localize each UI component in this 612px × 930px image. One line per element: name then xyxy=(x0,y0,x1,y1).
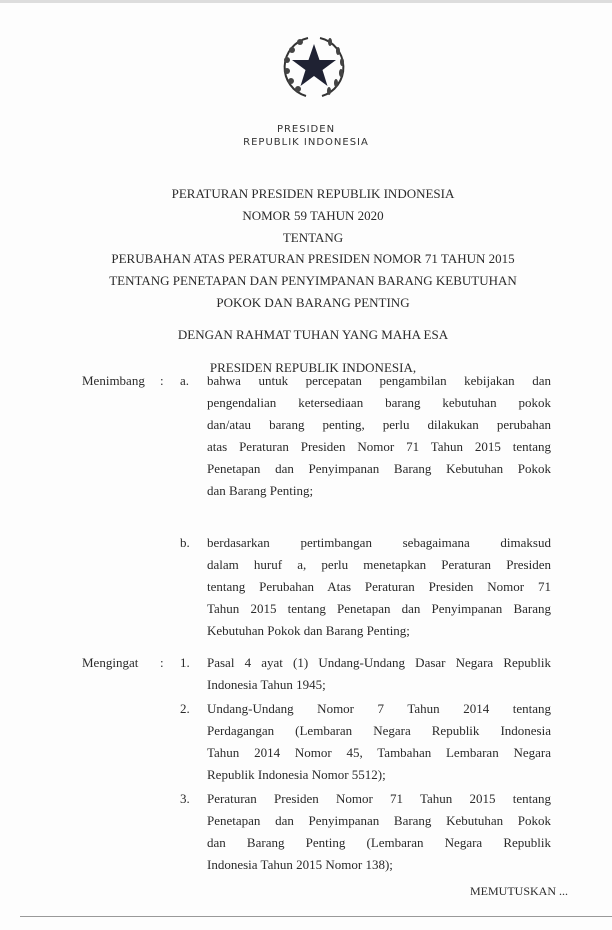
continuation-marker: MEMUTUSKAN ... xyxy=(470,884,569,898)
mengingat-item-1 xyxy=(207,652,551,696)
text-line: Indonesia Tahun 1945; xyxy=(207,677,326,692)
text-line: Peraturan Presiden Nomor 71 Tahun 2015 tentang xyxy=(207,791,551,806)
menimbang-item-b xyxy=(207,532,551,642)
text-line: dan Barang Penting; xyxy=(207,483,314,498)
text-line: pengendalian ketersediaan barang kebutuhan pokok xyxy=(207,395,551,410)
letterhead-republik: REPUBLIK INDONESIA xyxy=(243,137,369,148)
text-line: dalam huruf a, perlu menetapkan Peraturan Presiden xyxy=(207,557,551,572)
text-line: Indonesia Tahun 2015 Nomor 138); xyxy=(207,857,393,872)
text-line: dan/atau barang penting, perlu dilakukan perubahan xyxy=(207,417,551,432)
text-line: Pasal 4 ayat (1) Undang-Undang Dasar Negara Republik xyxy=(207,655,551,670)
text-line: atas Peraturan Presiden Nomor 71 Tahun 2015 tentang xyxy=(207,439,551,454)
text-line: tentang Perubahan Atas Peraturan Presiden Nomor 71 xyxy=(207,579,551,594)
menimbang-colon: : xyxy=(160,373,164,388)
text-line: Kebutuhan Pokok dan Barang Penting; xyxy=(207,623,410,638)
text-line: Tahun 2014 Nomor 45, Tambahan Lembaran Negara xyxy=(207,745,551,760)
title-subject: POKOK DAN BARANG PENTING xyxy=(216,295,410,310)
item-marker: 2. xyxy=(180,701,190,716)
menimbang-item-a xyxy=(207,370,551,502)
title-tentang: TENTANG xyxy=(282,230,344,245)
scan-edge xyxy=(0,0,612,3)
president-heading: PRESIDEN REPUBLIK INDONESIA, xyxy=(209,360,417,375)
invocation: DENGAN RAHMAT TUHAN YANG MAHA ESA xyxy=(177,327,449,342)
text-line: Undang-Undang Nomor 7 Tahun 2014 tentang xyxy=(207,701,551,716)
presidential-emblem-icon xyxy=(278,30,350,102)
text-line: berdasarkan pertimbangan sebagaimana dimaksud xyxy=(207,535,551,550)
mengingat-label: Mengingat xyxy=(82,655,139,670)
scan-edge xyxy=(20,916,612,917)
text-line: bahwa untuk percepatan pengambilan kebijakan dan xyxy=(207,373,551,388)
text-line: Republik Indonesia Nomor 5512); xyxy=(207,767,386,782)
letterhead-presiden: PRESIDEN xyxy=(276,124,336,135)
text-line: dan Barang Penting (Lembaran Negara Republik xyxy=(207,835,551,850)
mengingat-colon: : xyxy=(160,655,164,670)
item-marker: 1. xyxy=(180,655,190,670)
title-line: PERATURAN PRESIDEN REPUBLIK INDONESIA xyxy=(171,186,455,201)
menimbang-label: Menimbang xyxy=(82,373,145,388)
text-line: Perdagangan (Lembaran Negara Republik Indonesia xyxy=(207,723,551,738)
title-number: NOMOR 59 TAHUN 2020 xyxy=(242,208,384,223)
title-subject: PERUBAHAN ATAS PERATURAN PRESIDEN NOMOR 71 TAHUN 2015 xyxy=(111,251,515,266)
text-line: Tahun 2015 tentang Penetapan dan Penyimpanan Barang xyxy=(207,601,551,616)
item-marker: a. xyxy=(180,373,190,388)
mengingat-item-2 xyxy=(207,698,551,786)
item-marker: 3. xyxy=(180,791,190,806)
text-line: Penetapan dan Penyimpanan Barang Kebutuhan Pokok xyxy=(207,813,551,828)
mengingat-item-3 xyxy=(207,788,551,876)
text-line: Penetapan dan Penyimpanan Barang Kebutuhan Pokok xyxy=(207,461,551,476)
title-subject: TENTANG PENETAPAN DAN PENYIMPANAN BARANG KEBUTUHAN xyxy=(109,273,517,288)
item-marker: b. xyxy=(180,535,190,550)
